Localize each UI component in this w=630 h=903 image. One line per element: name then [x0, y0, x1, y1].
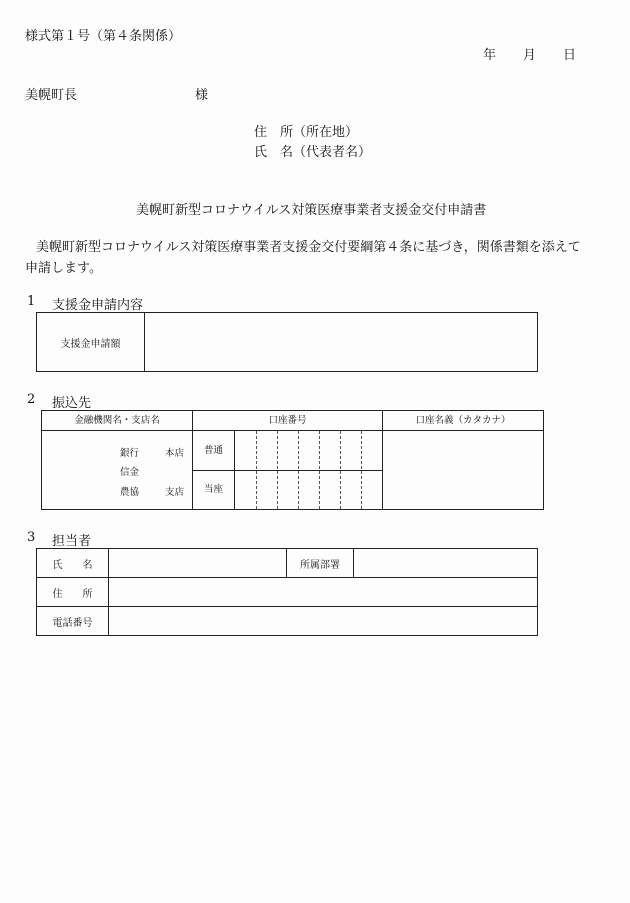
bank-type-shinkin: 信金 [120, 467, 140, 478]
account-type-toza[interactable]: 当座 [192, 470, 235, 510]
contact-name-field[interactable] [109, 549, 287, 578]
date-day: 日 [563, 48, 577, 63]
contact-dept-label: 所属部署 [287, 549, 354, 578]
addressee-name: 美幌町長 [25, 88, 78, 103]
contact-name-label: 氏 名 [37, 549, 109, 578]
applicant-name-label: 氏 名（代表者名） [254, 145, 372, 160]
date-year: 年 [483, 48, 497, 63]
body-line-1: 美幌町新型コロナウイルス対策医療事業者支援金交付要綱第４条に基づき，関係書類を添えて [36, 240, 581, 255]
amount-field[interactable] [145, 313, 538, 372]
account-type-futsu[interactable]: 普通 [192, 430, 235, 471]
contact-phone-field[interactable] [109, 607, 538, 636]
document-title: 美幌町新型コロナウイルス対策医療事業者支援金交付申請書 [136, 203, 487, 218]
bank-type-nokyo: 農協 [120, 487, 140, 498]
account-number-field[interactable] [234, 430, 383, 510]
section2-number: 2 [27, 392, 36, 407]
amount-label: 支援金申請額 [37, 313, 145, 372]
section3-title: 担当者 [52, 534, 92, 549]
col-holder-header: 口座名義（カタカナ） [382, 410, 544, 431]
section1-number: 1 [27, 294, 36, 309]
contact-phone-label: 電話番号 [37, 607, 109, 636]
section2-title: 振込先 [52, 396, 92, 411]
body-line-2: 申請します。 [25, 261, 102, 276]
contact-dept-field[interactable] [354, 549, 538, 578]
col-account-header: 口座番号 [192, 410, 383, 431]
section3-number: 3 [27, 530, 36, 545]
contact-address-label: 住 所 [37, 578, 109, 607]
date-month: 月 [523, 48, 537, 63]
bank-branch-field[interactable] [41, 430, 193, 510]
contact-address-field[interactable] [109, 578, 538, 607]
section1-table [36, 312, 538, 372]
section3-table [36, 548, 538, 636]
section1-title: 支援金申請内容 [52, 298, 144, 313]
account-holder-field[interactable] [382, 430, 544, 510]
bank-type-ginko: 銀行 [120, 448, 140, 459]
branch-type-honten: 本店 [165, 448, 185, 459]
branch-type-shiten: 支店 [165, 487, 185, 498]
form-number: 様式第１号（第４条関係） [25, 29, 182, 44]
addressee-honorific: 様 [195, 88, 209, 103]
col-bank-header: 金融機関名・支店名 [41, 410, 193, 431]
applicant-address-label: 住 所（所在地） [254, 125, 359, 140]
